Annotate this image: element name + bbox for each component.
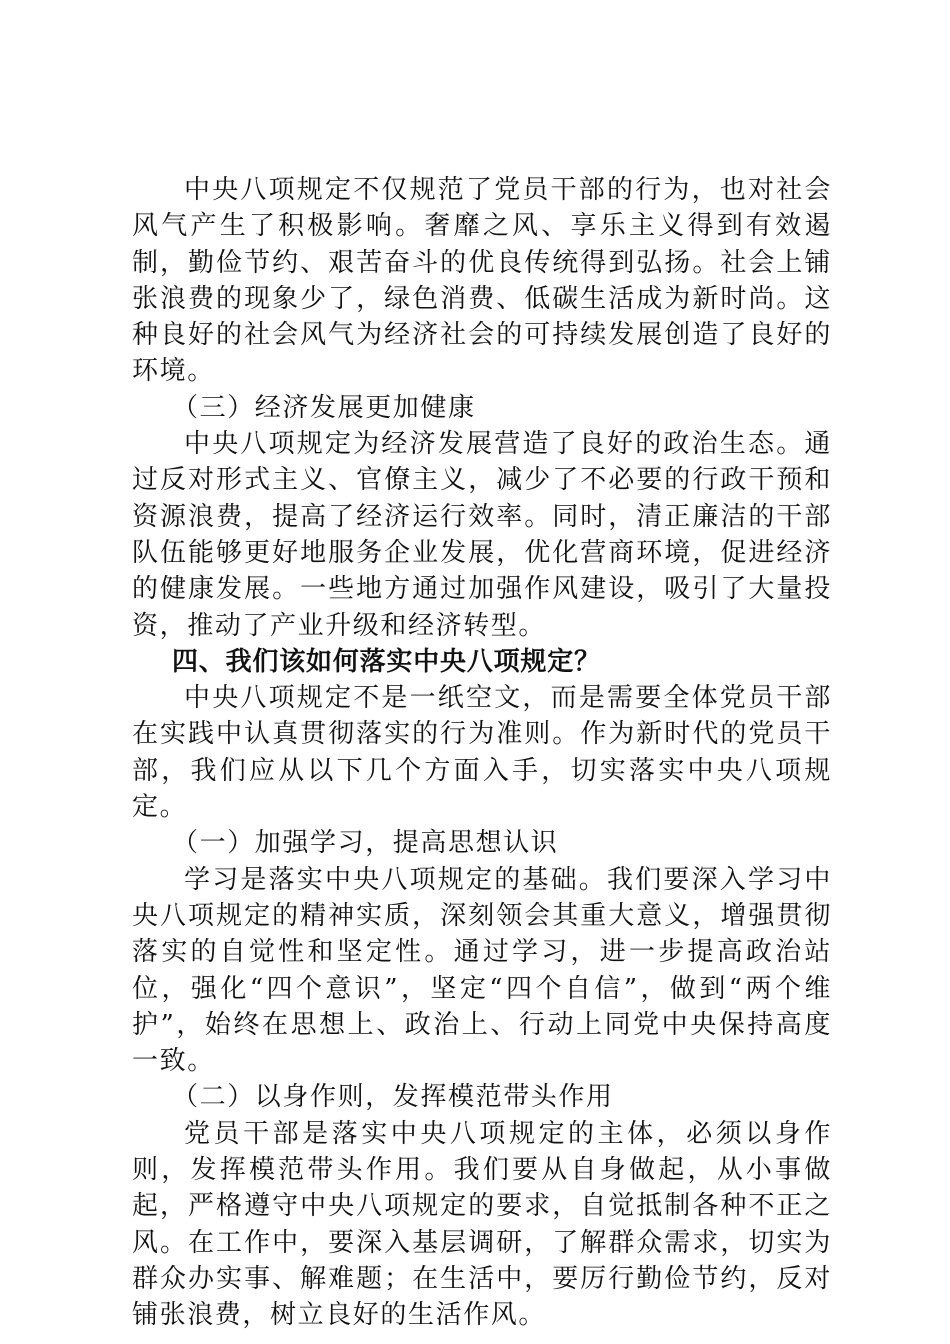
paragraph-economic-development: 中央八项规定为经济发展营造了良好的政治生态。通过反对形式主义、官僚主义，减少了不必要的行政干预和资源浪费，提高了经济运行效率。同时，清正廉洁的干部队伍能够更好地服务企业发展，优化营商环境，促进经济的健康发展。一些地方通过加强作风建设，吸引了大量投资，推动了产业升级和经济转型。 xyxy=(132,429,832,641)
paragraph-implementation-intro: 中央八项规定不是一纸空文，而是需要全体党员干部在实践中认真贯彻落实的行为准则。作为新时代的党员干部，我们应从以下几个方面入手，切实落实中央八项规定。 xyxy=(132,683,832,823)
document-body xyxy=(132,172,832,1334)
subheading-economic-development: （三）经济发展更加健康 xyxy=(172,392,476,423)
paragraph-strengthen-study: 学习是落实中央八项规定的基础。我们要深入学习中央八项规定的精神实质，深刻领会其重大意义，增强贯彻落实的自觉性和坚定性。通过学习，进一步提高政治站位，强化“四个意识”，坚定“四个自信”，做到“两个维护”，始终在思想上、政治上、行动上同党中央保持高度一致。 xyxy=(132,864,832,1077)
section-heading-implementation: 四、我们该如何落实中央八项规定？ xyxy=(172,646,601,677)
subheading-lead-by-example: （二）以身作则，发挥模范带头作用 xyxy=(172,1082,614,1113)
paragraph-lead-by-example: 党员干部是落实中央八项规定的主体，必须以身作则，发挥模范带头作用。我们要从自身做起，从小事做起，严格遵守中央八项规定的要求，自觉抵制各种不正之风。在工作中，要深入基层调研，了解群众需求，切实为群众办实事、解难题；在生活中，要厉行勤俭节约，反对铺张浪费，树立良好的生活作风。 xyxy=(132,1118,832,1331)
paragraph-social-atmosphere: 中央八项规定不仅规范了党员干部的行为，也对社会风气产生了积极影响。奢靡之风、享乐主义得到有效遏制，勤俭节约、艰苦奋斗的优良传统得到弘扬。社会上铺张浪费的现象少了，绿色消费、低碳生活成为新时尚。这种良好的社会风气为经济社会的可持续发展创造了良好的环境。 xyxy=(132,175,832,387)
subheading-strengthen-study: （一）加强学习，提高思想认识 xyxy=(172,828,559,859)
